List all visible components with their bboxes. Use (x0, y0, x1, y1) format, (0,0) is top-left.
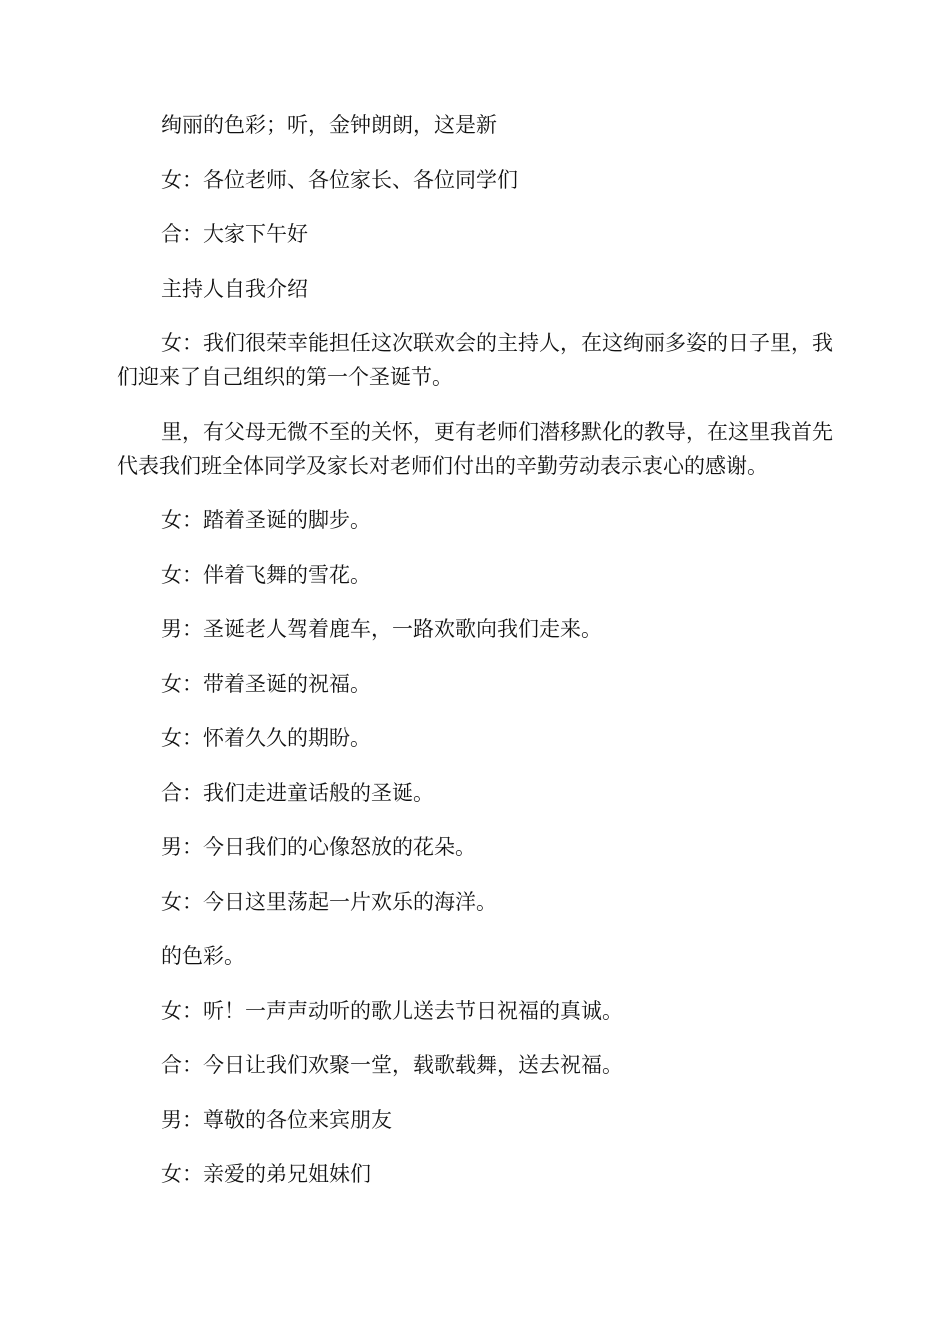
paragraph-1: 绚丽的色彩；听，金钟朗朗，这是新 (161, 113, 497, 137)
paragraph-7: 女：踏着圣诞的脚步。 (161, 508, 371, 532)
paragraph-14: 女：今日这里荡起一片欢乐的海洋。 (161, 889, 497, 914)
paragraph-18: 男：尊敬的各位来宾朋友 (161, 1107, 392, 1132)
paragraph-17: 合：今日让我们欢聚一堂，载歌载舞，送去祝福。 (161, 1053, 623, 1077)
paragraph-13: 男：今日我们的心像怒放的花朵。 (161, 835, 476, 859)
paragraph-9: 男：圣诞老人驾着鹿车，一路欢歌向我们走来。 (161, 617, 602, 641)
paragraph-11: 女：怀着久久的期盼。 (161, 726, 371, 750)
paragraph-2: 女：各位老师、各位家长、各位同学们 (161, 167, 518, 192)
paragraph-16: 女：听！一声声动听的歌儿送去节日祝福的真诚。 (161, 998, 623, 1023)
paragraph-4: 主持人自我介绍 (161, 276, 308, 301)
paragraph-10: 女：带着圣诞的祝福。 (161, 671, 371, 696)
document-body (117, 108, 833, 1212)
paragraph-12: 合：我们走进童话般的圣诞。 (161, 780, 434, 805)
paragraph-5: 女：我们很荣幸能担任这次联欢会的主持人，在这绚丽多姿的日子里，我们迎来了自己组织的第一个圣诞节。 (117, 331, 833, 389)
paragraph-15: 的色彩。 (161, 944, 245, 968)
paragraph-6: 里，有父母无微不至的关怀，更有老师们潜移默化的教导，在这里我首先代表我们班全体同学及家长对老师们付出的辛勤劳动表示衷心的感谢。 (117, 419, 833, 478)
paragraph-19: 女：亲爱的弟兄姐妹们 (161, 1162, 371, 1186)
paragraph-3: 合：大家下午好 (161, 222, 308, 246)
paragraph-8: 女：伴着飞舞的雪花。 (161, 562, 371, 587)
